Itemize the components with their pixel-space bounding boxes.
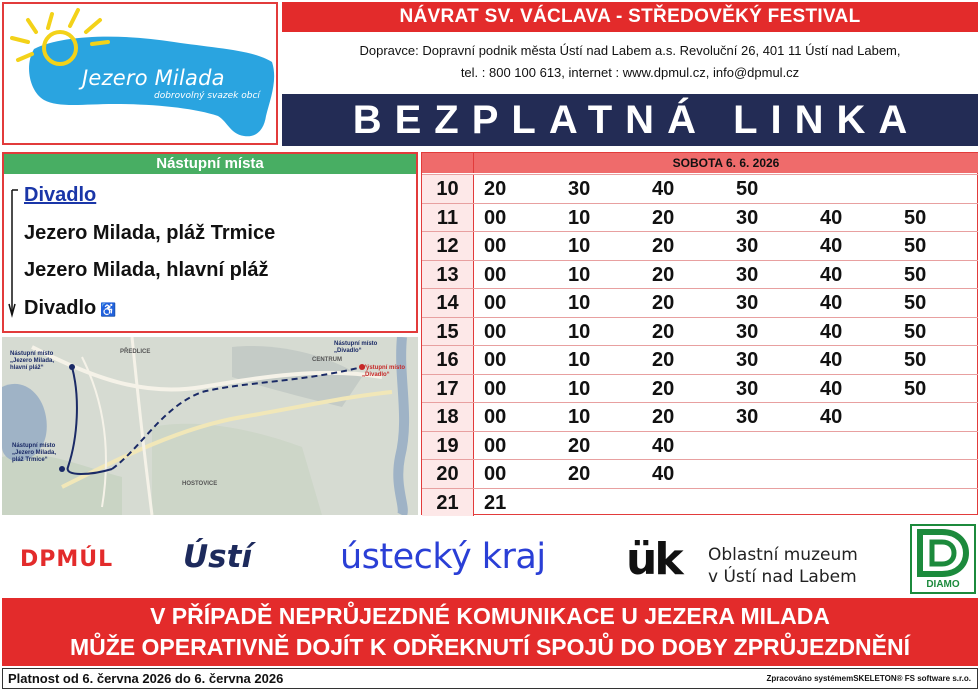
timetable-row <box>422 288 978 317</box>
departure-minute: 40 <box>820 320 843 343</box>
stop-plaz-trmice <box>24 222 275 245</box>
departure-hour: 14 <box>422 289 474 317</box>
departure-minute: 50 <box>736 178 759 200</box>
logo-uk: ük <box>626 534 681 585</box>
wheelchair-icon: ♿ <box>100 302 117 317</box>
logo-subtitle: dobrovolný svazek obcí <box>154 91 260 101</box>
departure-minute: 30 <box>736 292 759 314</box>
departure-minute: 50 <box>904 292 927 314</box>
departure-minute: 40 <box>820 292 843 314</box>
stops-header: Nástupní místa <box>4 154 416 174</box>
departure-minute: 30 <box>568 178 591 200</box>
departure-hour: 11 <box>422 204 474 232</box>
departure-minute: 40 <box>652 434 675 457</box>
departure-minute: 50 <box>904 349 927 371</box>
departure-minute: 00 <box>484 320 507 343</box>
departure-minute: 00 <box>484 349 507 371</box>
validity-text: Platnost od 6. června 2026 do 6. června 2026 <box>8 671 284 686</box>
warning-line-1: V PŘÍPADĚ NEPRŮJEZDNÉ KOMUNIKACE U JEZERA MILADA <box>150 603 830 629</box>
logo-diamo <box>910 524 976 594</box>
logo-jezero-milada <box>2 2 278 145</box>
departure-minute: 20 <box>568 463 591 485</box>
timetable-row <box>422 402 978 431</box>
timetable-row <box>422 203 978 232</box>
departure-minute: 30 <box>736 320 759 343</box>
map-label-centrum: CENTRUM <box>312 357 342 363</box>
logo-oblastni-muzeum <box>708 544 858 588</box>
route-map <box>2 337 418 515</box>
departure-minute: 40 <box>652 178 675 200</box>
footer <box>2 668 978 689</box>
departure-hour: 16 <box>422 346 474 374</box>
timetable <box>421 152 978 515</box>
stop-hlavni-plaz <box>24 259 269 282</box>
logo-title: Jezero Milada <box>82 66 225 90</box>
departure-minute: 30 <box>736 206 759 229</box>
boarding-stops <box>2 152 418 333</box>
departure-minute: 00 <box>484 263 507 286</box>
departure-minute: 10 <box>568 206 591 229</box>
stop-divadlo-end <box>24 297 116 320</box>
line-name: BEZPLATNÁ LINKA <box>282 94 978 146</box>
departure-minute: 50 <box>904 206 927 229</box>
operator-line-1: Dopravce: Dopravní podnik města Ústí nad Labem a.s. Revoluční 26, 401 11 Ústí nad Labem, <box>359 43 901 58</box>
operator-info <box>282 40 978 84</box>
timetable-row <box>422 431 978 460</box>
departure-minute: 40 <box>820 406 843 428</box>
timetable-row <box>422 231 978 260</box>
departure-hour: 15 <box>422 318 474 346</box>
departure-minute: 21 <box>484 491 507 514</box>
diamo-emblem-icon <box>912 526 974 578</box>
timetable-row <box>422 345 978 374</box>
departure-minute: 40 <box>820 377 843 400</box>
departure-minute: 10 <box>568 349 591 371</box>
muzeum-line-1: Oblastní muzeum <box>708 545 858 565</box>
departure-hour: 19 <box>422 432 474 460</box>
timetable-row <box>422 488 978 517</box>
departure-minute: 30 <box>736 235 759 257</box>
departure-minute: 10 <box>568 406 591 428</box>
operator-line-2: tel. : 800 100 613, internet : www.dpmul.cz, info@dpmul.cz <box>460 65 800 80</box>
departure-minute: 10 <box>568 235 591 257</box>
departure-minute: 50 <box>904 377 927 400</box>
departure-minute: 00 <box>484 406 507 428</box>
timetable-row <box>422 459 978 488</box>
departure-minute: 20 <box>652 206 675 229</box>
stop-name: Divadlo <box>24 184 97 206</box>
departure-minute: 20 <box>568 434 591 457</box>
map-label-divadlo: Nástupní místo „Divadlo“ <box>334 341 378 354</box>
departure-minute: 00 <box>484 206 507 229</box>
departure-minute: 20 <box>652 349 675 371</box>
departure-minute: 20 <box>652 292 675 314</box>
festival-title: NÁVRAT SV. VÁCLAVA - STŘEDOVĚKÝ FESTIVAL <box>282 2 978 32</box>
timetable-row <box>422 260 978 289</box>
departure-minute: 30 <box>736 349 759 371</box>
departure-minute: 40 <box>820 263 843 286</box>
departure-minute: 10 <box>568 292 591 314</box>
departure-minute: 00 <box>484 463 507 485</box>
departure-minute: 50 <box>904 235 927 257</box>
departure-hour: 10 <box>422 175 474 203</box>
stop-name: Jezero Milada, pláž Trmice <box>24 222 276 244</box>
departure-minute: 00 <box>484 292 507 314</box>
logo-usti: Ústí <box>183 539 253 575</box>
map-label-divadlo-exit: Výstupní místo „Divadlo“ <box>362 365 406 378</box>
departure-minute: 30 <box>736 406 759 428</box>
departure-minute: 10 <box>568 320 591 343</box>
stop-name: Jezero Milada, hlavní pláž <box>24 259 269 281</box>
departure-minute: 30 <box>736 263 759 286</box>
departure-minute: 20 <box>652 406 675 428</box>
departure-minute: 40 <box>652 463 675 485</box>
departure-hour: 18 <box>422 403 474 431</box>
departure-minute: 20 <box>652 377 675 400</box>
departure-hour: 21 <box>422 489 474 517</box>
muzeum-line-2: v Ústí nad Labem <box>708 567 857 587</box>
departure-minute: 40 <box>820 349 843 371</box>
departure-minute: 20 <box>484 178 507 200</box>
departure-minute: 40 <box>820 206 843 229</box>
departure-minute: 20 <box>652 235 675 257</box>
departure-minute: 10 <box>568 377 591 400</box>
map-label-hlavni-plaz: Nástupní místo „Jezero Milada, hlavní pláž“ <box>10 351 55 371</box>
departure-minute: 20 <box>652 263 675 286</box>
route-arrow-icon <box>8 188 20 318</box>
departure-minute: 40 <box>820 235 843 257</box>
logo-dpmul: DPMÚL <box>20 547 114 572</box>
departure-minute: 50 <box>904 263 927 286</box>
sponsor-logos <box>0 520 980 596</box>
stop-name: Divadlo <box>24 297 97 319</box>
map-label-plaz-trmice: Nástupní místo „Jezero Milada, pláž Trmice“ <box>12 443 57 463</box>
departure-minute: 10 <box>568 263 591 286</box>
departure-minute: 20 <box>652 320 675 343</box>
departure-hour: 13 <box>422 261 474 289</box>
departure-minute: 00 <box>484 377 507 400</box>
timetable-row <box>422 174 978 203</box>
timetable-row <box>422 317 978 346</box>
warning-line-2: MŮŽE OPERATIVNĚ DOJÍT K ODŘEKNUTÍ SPOJŮ DO DOBY ZPRŮJEZDNĚNÍ <box>69 634 911 660</box>
warning-banner <box>2 598 978 666</box>
map-label-predlice: PŘEDLICE <box>120 349 151 355</box>
stop-divadlo-start[interactable] <box>24 184 96 207</box>
timetable-date-header: SOBOTA 6. 6. 2026 <box>474 153 978 173</box>
departure-minute: 30 <box>736 377 759 400</box>
departure-minute: 00 <box>484 235 507 257</box>
map-label-hostovice: HOSTOVICE <box>182 481 218 487</box>
departure-hour: 12 <box>422 232 474 260</box>
processed-by-text: Zpracováno systémemSKELETON® FS software s.r.o. <box>766 674 971 683</box>
departure-minute: 00 <box>484 434 507 457</box>
logo-ustecky-kraj: ústecký kraj <box>340 537 546 577</box>
map-graphic <box>2 337 418 515</box>
departure-hour: 20 <box>422 460 474 488</box>
diamo-text: DIAMO <box>926 579 960 590</box>
departure-hour: 17 <box>422 375 474 403</box>
departure-minute: 50 <box>904 320 927 343</box>
timetable-row <box>422 374 978 403</box>
timetable-hour-header <box>422 153 474 173</box>
